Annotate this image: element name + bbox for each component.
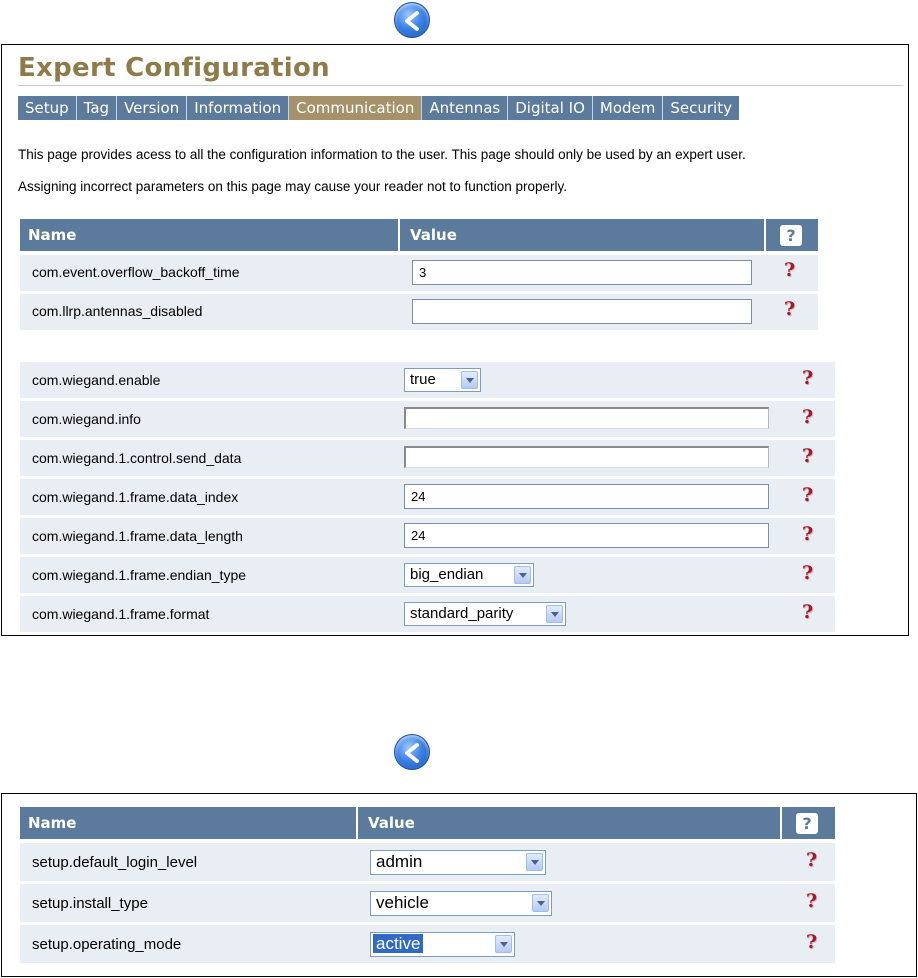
- help-header-icon[interactable]: ?: [796, 813, 818, 834]
- wiegand-enable-select[interactable]: [404, 368, 481, 392]
- send-data-field[interactable]: [404, 446, 769, 468]
- chevron-down-icon[interactable]: [495, 935, 512, 953]
- name-column-header: Name: [28, 226, 77, 244]
- help-icon[interactable]: ?: [802, 601, 814, 623]
- operating-mode-select[interactable]: [370, 932, 515, 957]
- help-icon[interactable]: ?: [802, 562, 814, 584]
- help-icon[interactable]: ?: [784, 298, 796, 320]
- row-label: com.wiegand.enable: [32, 372, 161, 388]
- table-row: [20, 884, 835, 922]
- value-column-header: Value: [410, 226, 457, 244]
- select-value: big_endian: [410, 566, 484, 583]
- tab-version[interactable]: Version: [117, 96, 187, 120]
- chevron-down-icon[interactable]: [514, 566, 531, 584]
- tab-setup[interactable]: Setup: [18, 96, 77, 120]
- warning-text: Assigning incorrect parameters on this page may cause your reader not to function properly.: [18, 179, 568, 194]
- table-row: [20, 925, 835, 963]
- tab-communication[interactable]: Communication: [289, 96, 422, 120]
- data-length-input[interactable]: 24: [404, 523, 769, 548]
- row-label: setup.operating_mode: [32, 936, 182, 953]
- help-icon[interactable]: ?: [802, 484, 814, 506]
- tab-tag[interactable]: Tag: [77, 96, 117, 120]
- column-divider: [764, 219, 766, 251]
- table-row: [20, 294, 818, 330]
- help-icon[interactable]: ?: [802, 406, 814, 428]
- select-value: admin: [376, 852, 423, 871]
- help-icon[interactable]: ?: [802, 523, 814, 545]
- help-icon[interactable]: ?: [802, 445, 814, 467]
- table-row: [20, 479, 835, 515]
- row-label: com.wiegand.1.frame.data_length: [32, 528, 243, 544]
- help-icon[interactable]: ?: [806, 890, 818, 912]
- setup-configuration-panel: [1, 793, 917, 977]
- row-label: com.wiegand.1.frame.format: [32, 606, 210, 622]
- default-login-level-select[interactable]: [370, 850, 546, 875]
- row-label: com.llrp.antennas_disabled: [32, 303, 203, 319]
- select-value: true: [410, 371, 436, 388]
- endian-type-select[interactable]: [404, 563, 534, 587]
- row-label: com.wiegand.1.frame.endian_type: [32, 567, 247, 583]
- help-icon[interactable]: ?: [806, 931, 818, 953]
- help-header-icon[interactable]: ?: [780, 225, 802, 246]
- table-row: [20, 401, 835, 437]
- antennas-disabled-input[interactable]: [412, 299, 752, 324]
- help-icon[interactable]: ?: [806, 849, 818, 871]
- chevron-down-icon[interactable]: [546, 605, 563, 623]
- table-row: [20, 518, 835, 554]
- overflow-backoff-time-input[interactable]: 3: [412, 260, 752, 285]
- description-text: This page provides acess to all the configuration information to the user. This page should only be used by an expert user.: [18, 147, 746, 162]
- select-value: vehicle: [376, 893, 429, 912]
- table-row: [20, 596, 835, 632]
- page-title: Expert Configuration: [18, 53, 903, 86]
- table-header: [20, 807, 835, 839]
- column-divider: [356, 807, 358, 839]
- row-label: com.wiegand.1.control.send_data: [32, 450, 242, 466]
- row-label: setup.install_type: [32, 895, 148, 912]
- table-row: [20, 843, 835, 881]
- select-value: standard_parity: [410, 605, 514, 622]
- table-row: [20, 255, 818, 291]
- table-header: [20, 219, 818, 251]
- install-type-select[interactable]: [370, 891, 552, 916]
- table-row: [20, 362, 835, 398]
- tab-information[interactable]: Information: [187, 96, 289, 120]
- row-label: com.event.overflow_backoff_time: [32, 264, 240, 280]
- column-divider: [398, 219, 400, 251]
- frame-format-select[interactable]: [404, 602, 566, 626]
- chevron-down-icon[interactable]: [461, 371, 478, 389]
- chevron-down-icon[interactable]: [526, 853, 543, 871]
- help-icon[interactable]: ?: [784, 259, 796, 281]
- tab-security[interactable]: Security: [670, 99, 732, 117]
- back-arrow-icon[interactable]: [394, 734, 430, 770]
- tab-digital-io[interactable]: Digital IO: [508, 96, 593, 120]
- help-icon[interactable]: ?: [802, 367, 814, 389]
- row-label: setup.default_login_level: [32, 854, 198, 871]
- tab-modem[interactable]: Modem: [593, 96, 663, 120]
- select-value: active: [373, 934, 423, 953]
- table-row: [20, 557, 835, 593]
- name-column-header: Name: [28, 814, 77, 832]
- column-divider: [780, 807, 782, 839]
- row-label: com.wiegand.1.frame.data_index: [32, 489, 239, 505]
- tab-antennas[interactable]: Antennas: [422, 96, 508, 120]
- wiegand-info-field[interactable]: [404, 407, 769, 429]
- chevron-down-icon[interactable]: [532, 894, 549, 912]
- value-column-header: Value: [368, 814, 415, 832]
- row-label: com.wiegand.info: [32, 411, 141, 427]
- back-arrow-icon[interactable]: [394, 2, 430, 38]
- data-index-input[interactable]: 24: [404, 484, 769, 509]
- expert-configuration-panel: [1, 44, 909, 636]
- table-row: [20, 440, 835, 476]
- tab-bar: [18, 96, 739, 120]
